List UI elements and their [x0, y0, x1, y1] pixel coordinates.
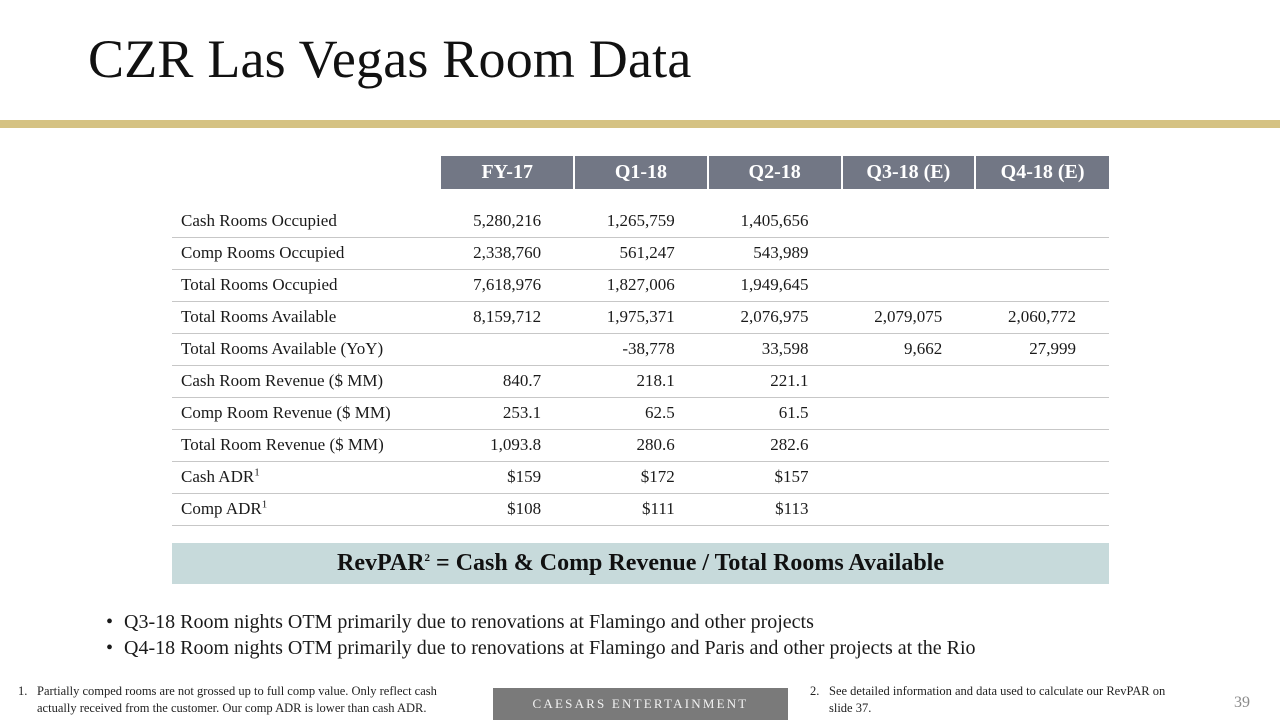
header-blank-cell — [172, 156, 440, 189]
revpar-formula-banner — [172, 543, 1109, 584]
table-cell: 8,159,712 — [440, 301, 574, 333]
table-cell: 840.7 — [440, 365, 574, 397]
table-cell — [975, 205, 1109, 237]
table-cell: 61.5 — [708, 397, 842, 429]
table-cell: 1,827,006 — [574, 269, 708, 301]
revpar-formula-text: = Cash & Comp Revenue / Total Rooms Available — [430, 550, 944, 576]
page-number: 39 — [1234, 694, 1250, 711]
row-label-text: Comp ADR — [181, 499, 262, 518]
table-cell: $111 — [574, 493, 708, 525]
column-header-q2-18: Q2-18 — [708, 156, 842, 189]
row-label — [172, 397, 440, 429]
column-header-q4-18e: Q4-18 (E) — [975, 156, 1109, 189]
table-cell: 1,405,656 — [708, 205, 842, 237]
table-spacer — [172, 189, 1109, 205]
bullet-text: Q4-18 Room nights OTM primarily due to renovations at Flamingo and Paris and other projects at the Rio — [124, 637, 976, 659]
row-label — [172, 205, 440, 237]
table-cell: 1,265,759 — [574, 205, 708, 237]
bullet-icon: • — [106, 637, 114, 659]
commentary-bullets — [106, 610, 976, 662]
table-cell — [975, 397, 1109, 429]
table-cell: 543,989 — [708, 237, 842, 269]
footnote-2-number: 2. — [810, 684, 820, 698]
footnote-1-text: Partially comped rooms are not grossed up to full comp value. Only reflect cash actually received from the customer. Our comp ADR is lower than cash ADR. — [37, 684, 437, 715]
table-cell — [842, 397, 976, 429]
footnote-1-number: 1. — [18, 684, 28, 698]
table-cell: 33,598 — [708, 333, 842, 365]
row-label — [172, 269, 440, 301]
table-cell — [842, 365, 976, 397]
table-cell — [842, 269, 976, 301]
title-divider — [0, 120, 1280, 128]
table-cell — [975, 429, 1109, 461]
table-row — [172, 365, 1109, 397]
table-cell — [975, 237, 1109, 269]
table-cell — [842, 237, 976, 269]
table-cell — [842, 429, 976, 461]
row-label-text: Total Rooms Available (YoY) — [181, 339, 384, 358]
table-body — [172, 189, 1109, 525]
footnote-2 — [810, 683, 1190, 717]
table-cell — [975, 269, 1109, 301]
table-row — [172, 333, 1109, 365]
table-cell: $159 — [440, 461, 574, 493]
table-cell: 5,280,216 — [440, 205, 574, 237]
table-row — [172, 461, 1109, 493]
bullet-icon: • — [106, 611, 114, 633]
row-label — [172, 301, 440, 333]
caesars-brand-bar: CAESARS ENTERTAINMENT — [493, 688, 788, 720]
table-row — [172, 397, 1109, 429]
bullet-item — [106, 636, 976, 662]
row-label-text: Comp Room Revenue ($ MM) — [181, 403, 391, 422]
table-cell: 2,338,760 — [440, 237, 574, 269]
revpar-label: RevPAR — [337, 550, 425, 576]
table-cell — [842, 461, 976, 493]
table-cell: 7,618,976 — [440, 269, 574, 301]
row-label-text: Total Rooms Occupied — [181, 275, 338, 294]
footnote-1 — [18, 683, 478, 717]
footnote-2-text: See detailed information and data used to calculate our RevPAR on slide 37. — [829, 684, 1166, 715]
footnote-ref: 1 — [254, 466, 260, 479]
table-cell: 1,949,645 — [708, 269, 842, 301]
row-label — [172, 237, 440, 269]
table-cell — [440, 333, 574, 365]
row-label-text: Cash Room Revenue ($ MM) — [181, 371, 384, 390]
table-cell — [975, 461, 1109, 493]
table-cell: $157 — [708, 461, 842, 493]
table-cell: 218.1 — [574, 365, 708, 397]
table-cell: $172 — [574, 461, 708, 493]
table-row — [172, 269, 1109, 301]
bullet-item — [106, 610, 976, 636]
table-cell — [842, 493, 976, 525]
row-label — [172, 429, 440, 461]
table-row — [172, 301, 1109, 333]
table-row — [172, 493, 1109, 525]
table-row — [172, 429, 1109, 461]
table-cell: -38,778 — [574, 333, 708, 365]
table-cell: 62.5 — [574, 397, 708, 429]
table-cell: $108 — [440, 493, 574, 525]
row-label — [172, 493, 440, 525]
table-cell: $113 — [708, 493, 842, 525]
row-label-text: Comp Rooms Occupied — [181, 243, 345, 262]
table-cell: 282.6 — [708, 429, 842, 461]
table-cell — [975, 365, 1109, 397]
table-row — [172, 237, 1109, 269]
row-label — [172, 365, 440, 397]
table-header-row — [172, 156, 1109, 189]
table-cell: 561,247 — [574, 237, 708, 269]
table-cell: 2,076,975 — [708, 301, 842, 333]
row-label-text: Total Room Revenue ($ MM) — [181, 435, 384, 454]
table-cell: 253.1 — [440, 397, 574, 429]
table-cell: 1,093.8 — [440, 429, 574, 461]
row-label-text: Cash Rooms Occupied — [181, 210, 337, 230]
table-row — [172, 205, 1109, 237]
column-header-q3-18e: Q3-18 (E) — [842, 156, 976, 189]
page-title: CZR Las Vegas Room Data — [88, 29, 692, 89]
column-header-q1-18: Q1-18 — [574, 156, 708, 189]
row-label — [172, 333, 440, 365]
table-cell: 27,999 — [975, 333, 1109, 365]
table-cell: 2,079,075 — [842, 301, 976, 333]
table-cell: 280.6 — [574, 429, 708, 461]
table-cell: 2,060,772 — [975, 301, 1109, 333]
table-cell — [975, 493, 1109, 525]
table-cell — [842, 205, 976, 237]
revpar-footnote-ref: 2 — [424, 552, 431, 564]
table-cell: 221.1 — [708, 365, 842, 397]
row-label — [172, 461, 440, 493]
table-cell: 1,975,371 — [574, 301, 708, 333]
bullet-text: Q3-18 Room nights OTM primarily due to renovations at Flamingo and other projects — [124, 611, 814, 633]
row-label-text: Total Rooms Available — [181, 307, 337, 326]
room-data-table — [172, 156, 1109, 526]
footnote-ref: 1 — [261, 498, 268, 511]
table-cell: 9,662 — [842, 333, 976, 365]
row-label-text: Cash ADR — [181, 467, 255, 486]
column-header-fy17: FY-17 — [440, 156, 574, 189]
